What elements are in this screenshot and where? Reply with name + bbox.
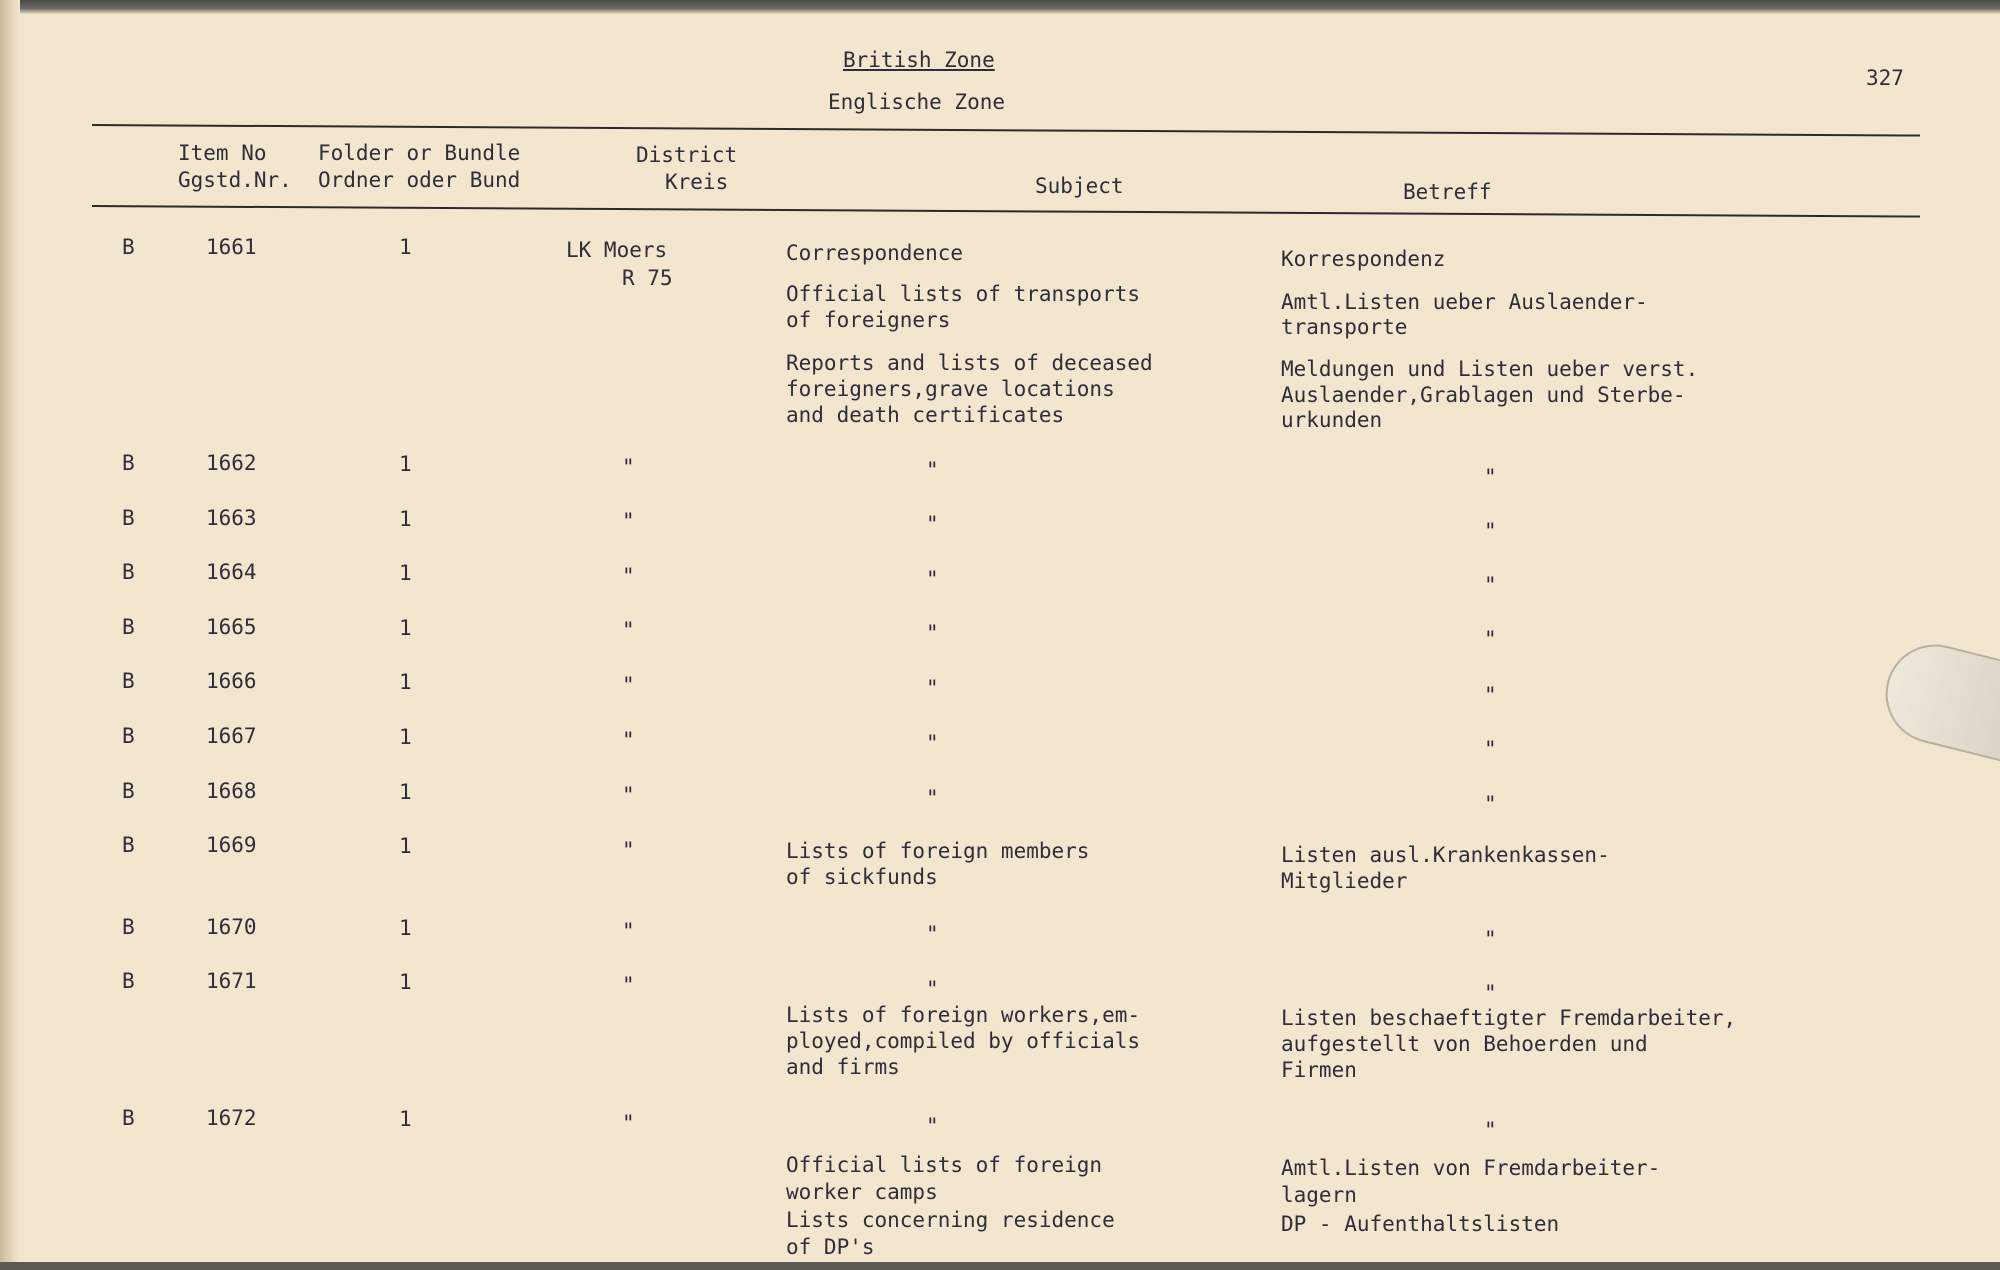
row-prefix: B bbox=[122, 833, 135, 857]
betreff-line: Auslaender,Grablagen und Sterbe- bbox=[1281, 383, 1686, 407]
header-top-rule bbox=[92, 124, 1920, 137]
betreff-ditto: " bbox=[1484, 519, 1497, 543]
row-prefix: B bbox=[122, 506, 135, 530]
district-ditto: " bbox=[622, 838, 635, 862]
subject-line: and death certificates bbox=[786, 403, 1065, 427]
item-number: 1663 bbox=[206, 506, 257, 530]
subject-line: Reports and lists of deceased bbox=[786, 351, 1153, 375]
col-folder-de: Ordner oder Bund bbox=[318, 168, 521, 192]
district-ditto: " bbox=[622, 455, 635, 479]
subject-line: of DP's bbox=[786, 1235, 875, 1259]
col-district-en: District bbox=[636, 143, 738, 167]
subject-line: Correspondence bbox=[786, 241, 964, 265]
col-subject: Subject bbox=[1035, 174, 1124, 198]
district: LK Moers bbox=[566, 238, 668, 262]
betreff-ditto: " bbox=[1484, 981, 1497, 1005]
folder-count: 1 bbox=[399, 452, 412, 476]
item-number: 1669 bbox=[206, 833, 257, 857]
betreff-line: transporte bbox=[1281, 315, 1408, 339]
folder-count: 1 bbox=[399, 670, 412, 694]
folder-count: 1 bbox=[399, 970, 412, 994]
betreff-ditto: " bbox=[1484, 737, 1497, 761]
header-bottom-rule bbox=[92, 205, 1920, 218]
betreff-ditto: " bbox=[1484, 792, 1497, 816]
subject-ditto: " bbox=[926, 922, 939, 946]
betreff-line: aufgestellt von Behoerden und bbox=[1281, 1032, 1648, 1056]
folder-count: 1 bbox=[399, 561, 412, 585]
district-ditto: " bbox=[622, 618, 635, 642]
folder-count: 1 bbox=[399, 834, 412, 858]
subject-ditto: " bbox=[926, 676, 939, 700]
subject-ditto: " bbox=[926, 458, 939, 482]
folder-count: 1 bbox=[399, 616, 412, 640]
subject-ditto: " bbox=[926, 1114, 939, 1138]
row-prefix: B bbox=[122, 615, 135, 639]
subject-line: Lists concerning residence bbox=[786, 1208, 1115, 1232]
subject-line: worker camps bbox=[786, 1180, 938, 1204]
betreff-line: Korrespondenz bbox=[1281, 247, 1446, 271]
page-binding-edge bbox=[0, 0, 20, 1270]
district-ditto: " bbox=[622, 919, 635, 943]
betreff-ditto: " bbox=[1484, 465, 1497, 489]
betreff-line: DP - Aufenthaltslisten bbox=[1281, 1212, 1560, 1236]
row-prefix: B bbox=[122, 969, 135, 993]
col-item-de: Ggstd.Nr. bbox=[178, 168, 292, 192]
item-number: 1667 bbox=[206, 724, 257, 748]
subject-ditto: " bbox=[926, 731, 939, 755]
zone-title-de: Englische Zone bbox=[828, 90, 1006, 114]
subject-line: Lists of foreign members bbox=[786, 839, 1090, 863]
district-ditto: " bbox=[622, 564, 635, 588]
item-number: 1661 bbox=[206, 235, 257, 259]
row-prefix: B bbox=[122, 724, 135, 748]
subject-line: ployed,compiled by officials bbox=[786, 1029, 1141, 1053]
district-code: R 75 bbox=[622, 266, 673, 290]
subject-ditto: " bbox=[926, 621, 939, 645]
col-district-de: Kreis bbox=[665, 170, 729, 194]
betreff-line: Amtl.Listen ueber Auslaender- bbox=[1281, 290, 1648, 314]
betreff-line: Listen beschaeftigter Fremdarbeiter, bbox=[1281, 1006, 1737, 1030]
item-number: 1664 bbox=[206, 560, 257, 584]
betreff-ditto: " bbox=[1484, 927, 1497, 951]
col-folder-en: Folder or Bundle bbox=[318, 141, 521, 165]
folder-count: 1 bbox=[399, 916, 412, 940]
page-bottom-edge bbox=[0, 1262, 2000, 1270]
district-ditto: " bbox=[622, 728, 635, 752]
zone-title-en: British Zone bbox=[843, 48, 995, 72]
row-prefix: B bbox=[122, 669, 135, 693]
folder-count: 1 bbox=[399, 235, 412, 259]
district-ditto: " bbox=[622, 1111, 635, 1135]
subject-ditto: " bbox=[926, 786, 939, 810]
subject-line: Official lists of foreign bbox=[786, 1153, 1103, 1177]
betreff-line: Firmen bbox=[1281, 1058, 1357, 1082]
betreff-ditto: " bbox=[1484, 1118, 1497, 1142]
betreff-ditto: " bbox=[1484, 627, 1497, 651]
col-item-en: Item No bbox=[178, 141, 267, 165]
row-prefix: B bbox=[122, 451, 135, 475]
item-number: 1672 bbox=[206, 1106, 257, 1130]
district-ditto: " bbox=[622, 509, 635, 533]
subject-ditto: " bbox=[926, 567, 939, 591]
subject-line: of foreigners bbox=[786, 308, 951, 332]
subject-line: of sickfunds bbox=[786, 865, 938, 889]
betreff-line: Amtl.Listen von Fremdarbeiter- bbox=[1281, 1156, 1661, 1180]
folder-count: 1 bbox=[399, 507, 412, 531]
subject-line: Official lists of transports bbox=[786, 282, 1141, 306]
row-prefix: B bbox=[122, 1106, 135, 1130]
col-betreff: Betreff bbox=[1403, 180, 1492, 204]
subject-ditto: " bbox=[926, 512, 939, 536]
item-number: 1666 bbox=[206, 669, 257, 693]
page-tab-marker bbox=[1875, 634, 2000, 765]
item-number: 1668 bbox=[206, 779, 257, 803]
betreff-line: Meldungen und Listen ueber verst. bbox=[1281, 357, 1699, 381]
row-prefix: B bbox=[122, 235, 135, 259]
district-ditto: " bbox=[622, 783, 635, 807]
betreff-line: Listen ausl.Krankenkassen- bbox=[1281, 843, 1610, 867]
district-ditto: " bbox=[622, 673, 635, 697]
subject-line: foreigners,grave locations bbox=[786, 377, 1115, 401]
row-prefix: B bbox=[122, 915, 135, 939]
item-number: 1671 bbox=[206, 969, 257, 993]
betreff-ditto: " bbox=[1484, 573, 1497, 597]
district-ditto: " bbox=[622, 973, 635, 997]
subject-line: Lists of foreign workers,em- bbox=[786, 1003, 1141, 1027]
folder-count: 1 bbox=[399, 725, 412, 749]
item-number: 1662 bbox=[206, 451, 257, 475]
row-prefix: B bbox=[122, 560, 135, 584]
item-number: 1665 bbox=[206, 615, 257, 639]
subject-ditto: " bbox=[926, 977, 939, 1001]
betreff-line: Mitglieder bbox=[1281, 869, 1408, 893]
row-prefix: B bbox=[122, 779, 135, 803]
item-number: 1670 bbox=[206, 915, 257, 939]
betreff-ditto: " bbox=[1484, 683, 1497, 707]
page-top-edge bbox=[0, 0, 2000, 14]
folder-count: 1 bbox=[399, 1107, 412, 1131]
folder-count: 1 bbox=[399, 780, 412, 804]
subject-line: and firms bbox=[786, 1055, 900, 1079]
betreff-line: lagern bbox=[1281, 1183, 1357, 1207]
page-number: 327 bbox=[1866, 66, 1904, 90]
betreff-line: urkunden bbox=[1281, 408, 1383, 432]
